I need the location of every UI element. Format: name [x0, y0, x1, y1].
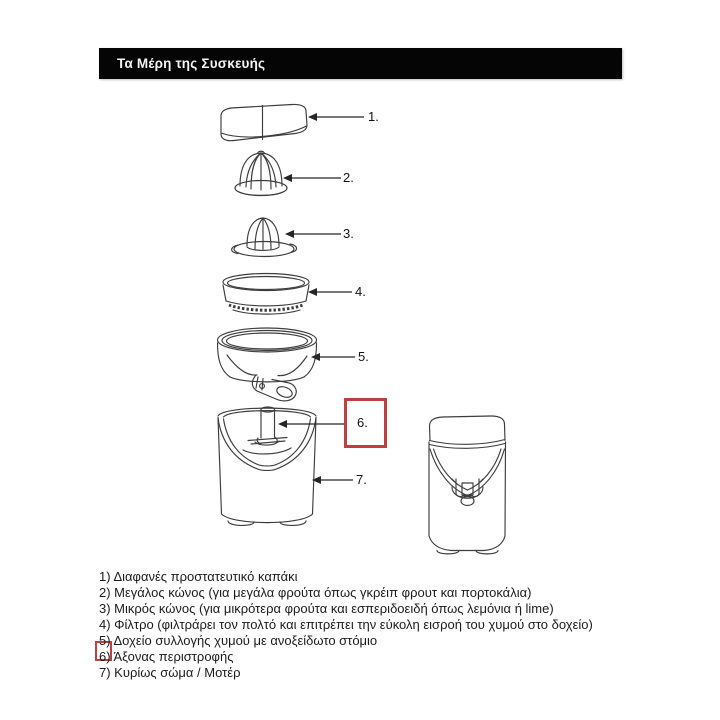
section-title-bar [99, 48, 622, 79]
parts-list-item-2: 2) Μεγάλος κώνος (για μεγάλα φρούτα όπως γκρέιπ φρουτ και πορτοκάλια) [99, 585, 532, 600]
parts-list-item-1: 1) Διαφανές προστατευτικό καπάκι [99, 569, 298, 584]
part-label-5: 5. [358, 349, 369, 364]
parts-list-item-7: 7) Κυρίως σώμα / Μοτέρ [99, 665, 241, 680]
part-label-4: 4. [355, 284, 366, 299]
part-label-1: 1. [368, 109, 379, 124]
part-main-body-drawing [218, 408, 316, 525]
part-label-7: 7. [356, 472, 367, 487]
arrow-4-icon [308, 288, 352, 296]
highlight-box-part-6 [344, 398, 387, 448]
parts-list-item-4: 4) Φίλτρο (φιλτράρει τον πολτό και επιτρέπει την εύκολη εισροή του χυμού στο δοχείο) [99, 617, 593, 632]
parts-list-item-6: 6) Άξονας περιστροφής [99, 649, 234, 664]
part-label-6: 6. [357, 415, 368, 430]
part-filter-drawing [223, 274, 309, 315]
arrow-6-icon [278, 420, 344, 428]
part-large-cone-drawing [235, 151, 287, 195]
part-small-cone-drawing [232, 218, 297, 257]
part-rotation-shaft-drawing [255, 407, 279, 445]
arrow-3-icon [285, 230, 341, 238]
arrow-7-icon [312, 476, 353, 484]
parts-list-item-5: 5) Δοχείο συλλογής χυμού με ανοξείδωτο στόμιο [99, 633, 378, 648]
parts-list [99, 569, 659, 681]
part-label-2: 2. [343, 170, 354, 185]
arrow-5-icon [311, 353, 355, 361]
assembled-juicer-drawing [429, 416, 506, 554]
parts-list-item-3: 3) Μικρός κώνος (για μικρότερα φρούτα και εσπεριδοειδή όπως λεμόνια ή lime) [99, 601, 554, 616]
arrow-2-icon [283, 174, 341, 182]
arrow-1-icon [308, 113, 364, 121]
part-lid-drawing [221, 104, 307, 140]
part-juice-container-drawing [218, 328, 317, 401]
section-title: Τα Μέρη της Συσκευής [117, 56, 266, 71]
part-label-3: 3. [343, 226, 354, 241]
